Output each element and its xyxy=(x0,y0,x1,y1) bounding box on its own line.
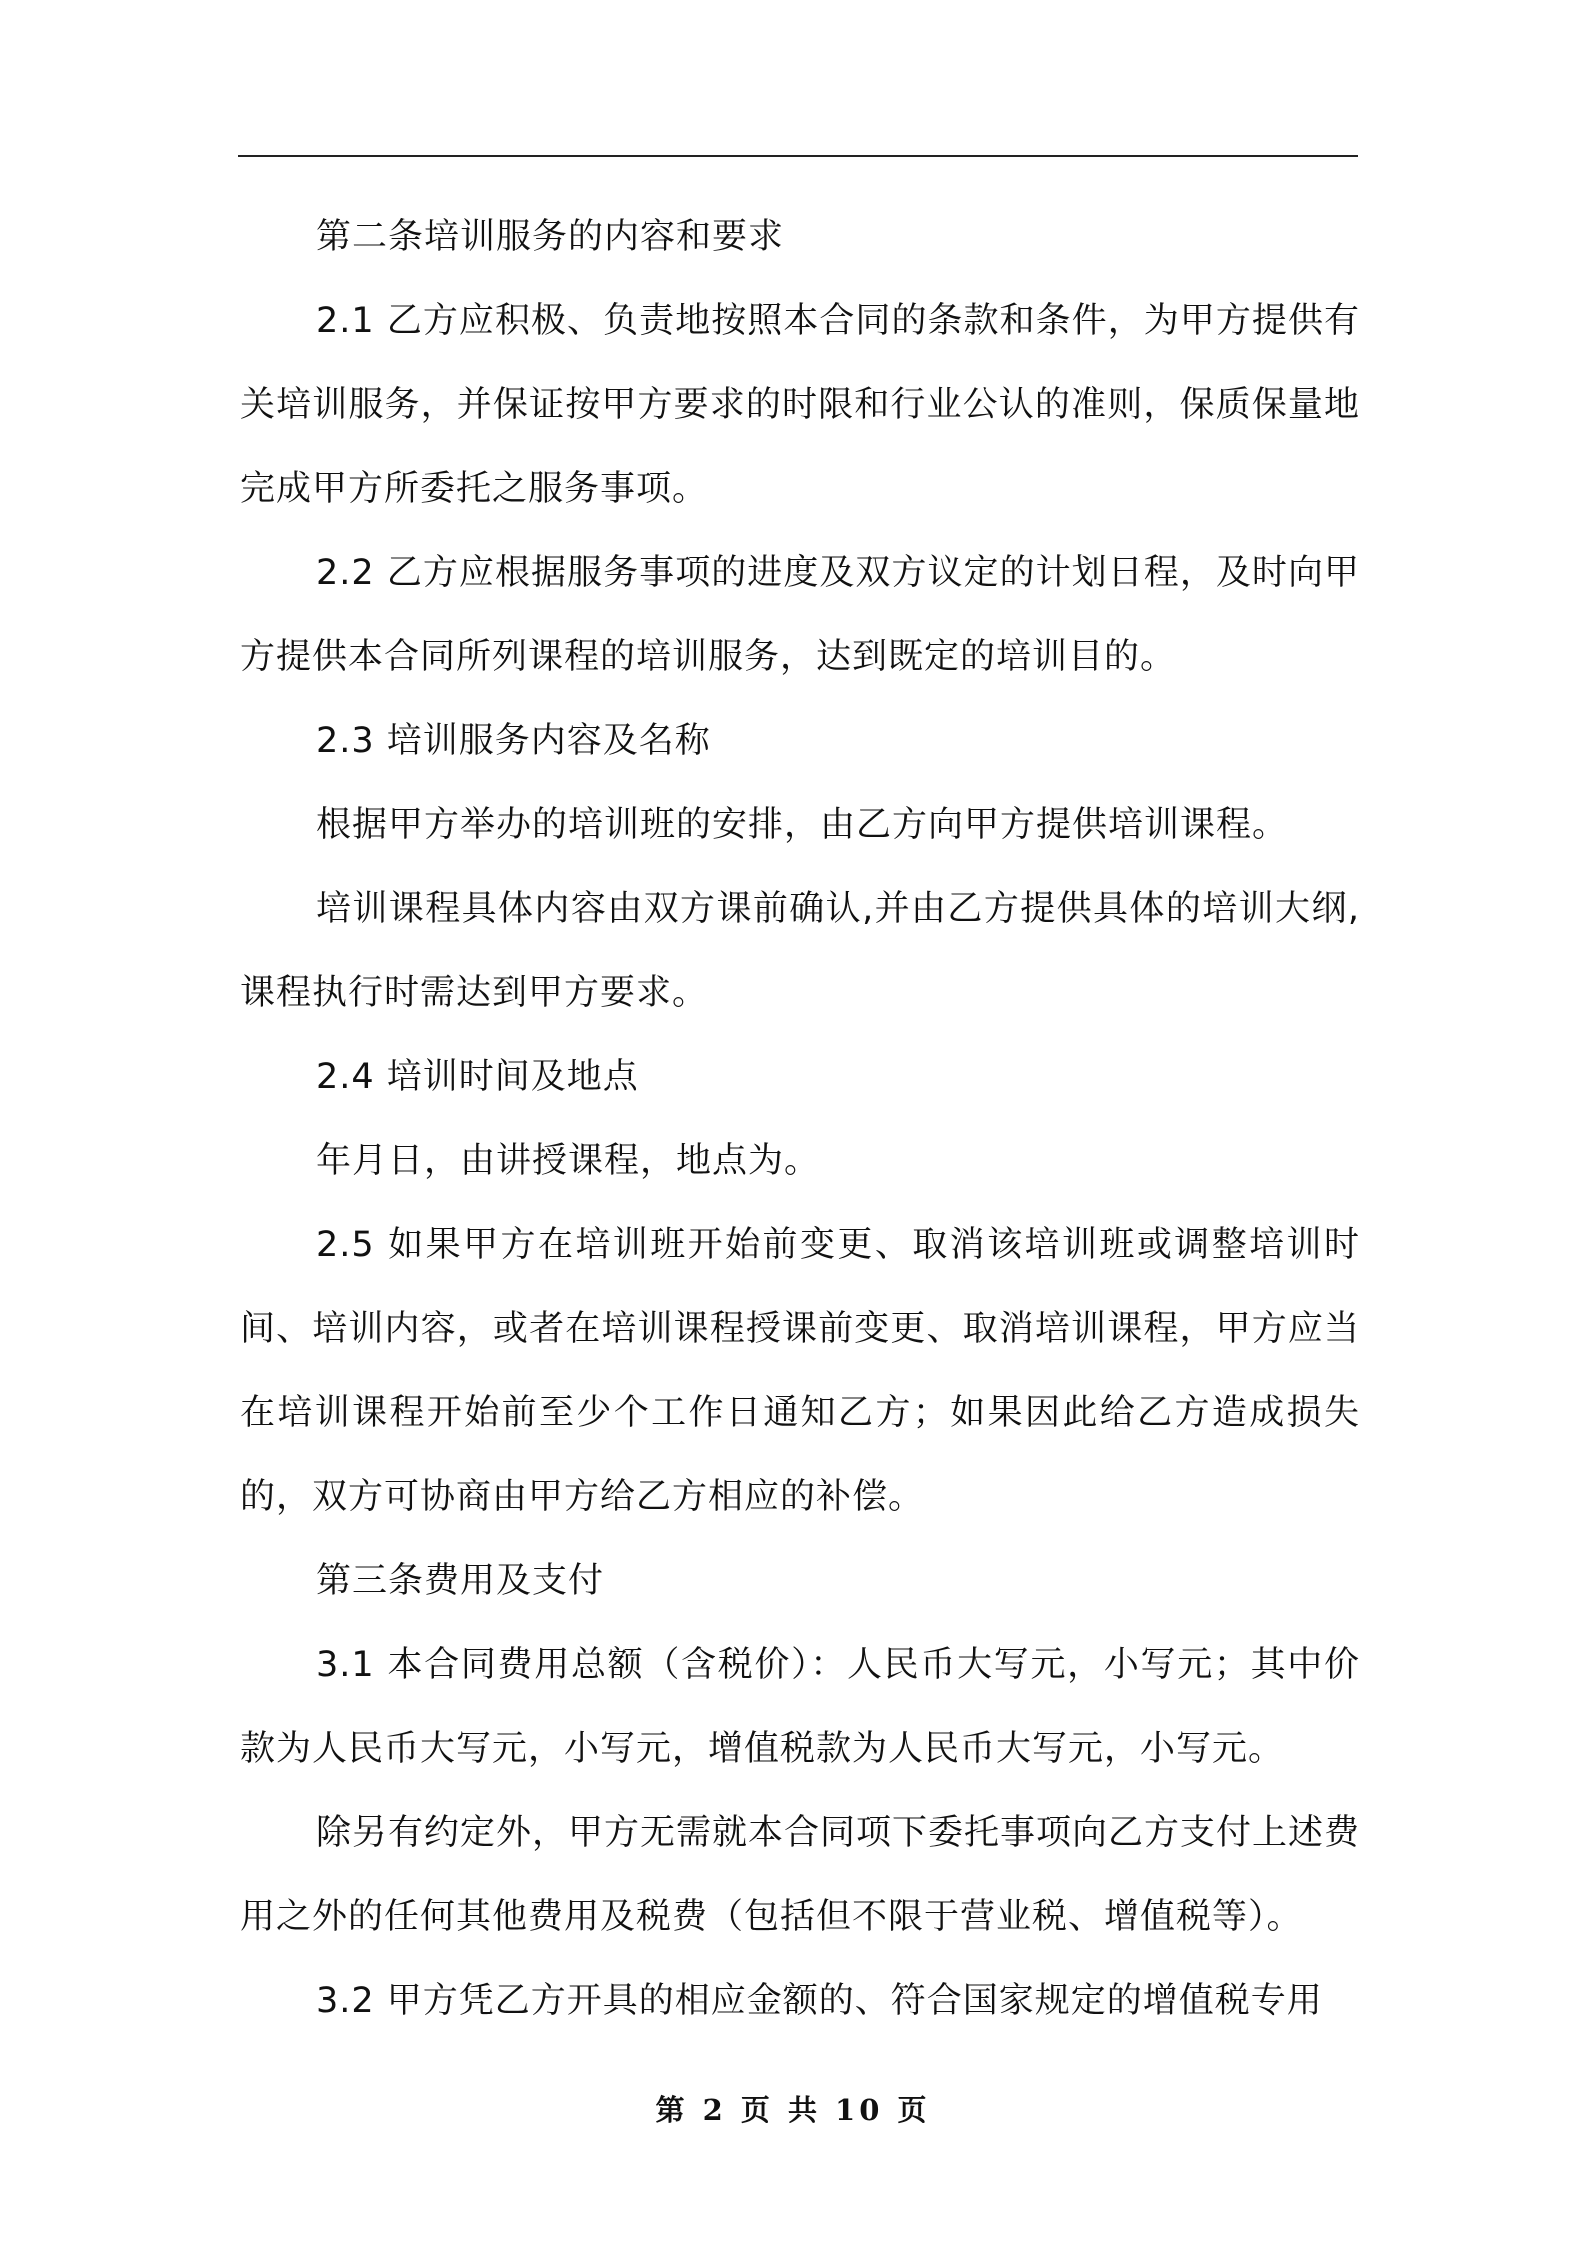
clause-2-3: 2.3 培训服务内容及名称 xyxy=(316,721,711,761)
clause-3-1: 3.1 本合同费用总额（含税价）：人民币大写元，小写元；其中价款为人民币大写元，小写元，增值税款为人民币大写元，小写元。 xyxy=(240,1645,1360,1769)
clause-2-2: 2.2 乙方应根据服务事项的进度及双方议定的计划日程，及时向甲方提供本合同所列课程的培训服务，达到既定的培训目的。 xyxy=(240,553,1360,677)
clause-3-1-text: 除另有约定外，甲方无需就本合同项下委托事项向乙方支付上述费用之外的任何其他费用及税费（包括但不限于营业税、增值税等）。 xyxy=(240,1813,1361,1937)
clause-2-3-text-1: 根据甲方举办的培训班的安排，由乙方向甲方提供培训课程。 xyxy=(316,805,1289,845)
page-number-footer: 第 2 页 共 10 页 xyxy=(655,2093,931,2127)
clause-2-4-text: 年月日，由讲授课程，地点为。 xyxy=(316,1141,821,1181)
section-heading-2: 第二条培训服务的内容和要求 xyxy=(316,217,785,257)
clause-2-1: 2.1 乙方应积极、负责地按照本合同的条款和条件，为甲方提供有关培训服务，并保证按甲方要求的时限和行业公认的准则，保质保量地完成甲方所委托之服务事项。 xyxy=(240,301,1360,509)
clause-2-3-text-2: 培训课程具体内容由双方课前确认,并由乙方提供具体的培训大纲,课程执行时需达到甲方要求。 xyxy=(240,889,1360,1013)
document-body xyxy=(240,195,1360,2043)
clause-2-5: 2.5 如果甲方在培训班开始前变更、取消该培训班或调整培训时间、培训内容，或者在培训课程授课前变更、取消培训课程，甲方应当在培训课程开始前至少个工作日通知乙方；如果因此给乙方造成损失的，双方可协商由甲方给乙方相应的补偿。 xyxy=(240,1225,1360,1517)
header-rule xyxy=(238,155,1358,157)
section-heading-3: 第三条费用及支付 xyxy=(316,1561,605,1601)
clause-2-4: 2.4 培训时间及地点 xyxy=(316,1057,639,1097)
clause-3-2: 3.2 甲方凭乙方开具的相应金额的、符合国家规定的增值税专用 xyxy=(316,1981,1323,2021)
